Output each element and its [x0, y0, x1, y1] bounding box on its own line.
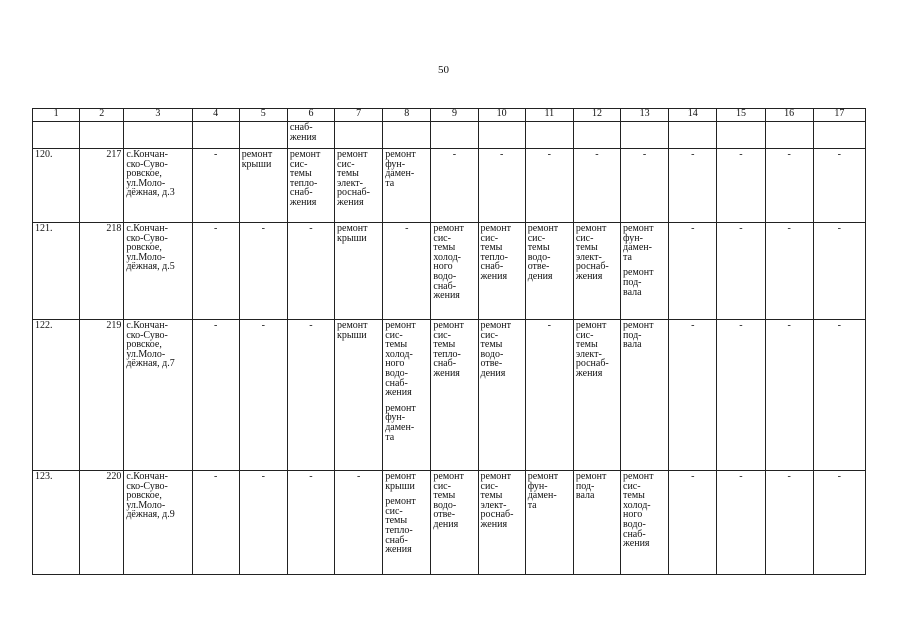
header-cell: 15	[717, 109, 765, 122]
building-code: 220	[80, 471, 124, 575]
table-cell: -	[765, 471, 813, 575]
table-cell: ремонт сис- темы холод- ного водо- снаб- жения	[621, 471, 669, 575]
table-cell: -	[813, 320, 865, 471]
row-number: 123.	[33, 471, 80, 575]
table-cell: ремонт сис- темы водо- отве- дения	[525, 223, 573, 320]
building-code: 218	[80, 223, 124, 320]
table-cell: -	[239, 471, 287, 575]
table-cell: -	[717, 320, 765, 471]
table-cell: ремонт фун- дамен- та	[525, 471, 573, 575]
table-cell	[80, 122, 124, 149]
table-cell: -	[287, 320, 334, 471]
table-row	[33, 223, 866, 320]
table-cell: ремонт сис- темы водо- отве- дения	[431, 471, 478, 575]
table-cell: -	[669, 320, 717, 471]
table-cell: -	[431, 149, 478, 223]
header-cell: 17	[813, 109, 865, 122]
table-cell	[124, 122, 192, 149]
table-cell: -	[383, 223, 431, 320]
table-cell: -	[669, 471, 717, 575]
page-number: 50	[438, 64, 449, 76]
table-cell: -	[717, 223, 765, 320]
table-cell: -	[192, 223, 239, 320]
table-cell: -	[573, 149, 620, 223]
address-cell: с.Кончан- ско-Суво- ровское, ул.Моло- дёжная, д.5	[124, 223, 192, 320]
header-cell: 14	[669, 109, 717, 122]
cell-entry: ремонт сис- темы холод- ного водо- снаб- жения	[385, 320, 416, 399]
header-cell: 12	[573, 109, 620, 122]
table-cell	[431, 122, 478, 149]
repair-schedule-table	[32, 108, 866, 575]
table-cell: ремонт под- вала	[573, 471, 620, 575]
table-cell: ремонт сис- темы элект- роснаб- жения	[335, 149, 383, 223]
table-cell: ремонт сис- темы водо- отве- дения	[478, 320, 525, 471]
table-cell: ремонт сис- темы тепло- снаб- жения	[287, 149, 334, 223]
table-cell: -	[335, 471, 383, 575]
table-row	[33, 471, 866, 575]
table-cell: -	[717, 471, 765, 575]
cell-entry: ремонт под- вала	[623, 267, 654, 298]
header-cell: 7	[335, 109, 383, 122]
cell-entry: ремонт сис- темы тепло- снаб- жения	[385, 496, 416, 556]
table-cell	[383, 471, 431, 575]
table-cell: -	[192, 471, 239, 575]
table-cell: ремонт под- вала	[621, 320, 669, 471]
table-cell	[621, 223, 669, 320]
table-cell: ремонт сис- темы элект- роснаб- жения	[478, 471, 525, 575]
table-cell: ремонт сис- темы тепло- снаб- жения	[431, 320, 478, 471]
header-cell: 9	[431, 109, 478, 122]
table-cell: -	[765, 149, 813, 223]
header-cell: 11	[525, 109, 573, 122]
header-cell: 2	[80, 109, 124, 122]
table-cell	[621, 122, 669, 149]
table-cell	[383, 320, 431, 471]
table-cell: -	[717, 149, 765, 223]
table-cell	[383, 122, 431, 149]
row-number: 122.	[33, 320, 80, 471]
table-cell	[192, 122, 239, 149]
building-code: 219	[80, 320, 124, 471]
table-cell: -	[525, 149, 573, 223]
table-cell	[335, 122, 383, 149]
header-cell: 3	[124, 109, 192, 122]
table-cell: -	[478, 149, 525, 223]
table-cell: ремонт крыши	[335, 223, 383, 320]
header-cell: 6	[287, 109, 334, 122]
header-cell: 4	[192, 109, 239, 122]
table-cell	[669, 122, 717, 149]
table-cell: -	[525, 320, 573, 471]
cell-entry: ремонт фун- дамен- та	[385, 402, 416, 443]
continuation-row	[33, 122, 866, 149]
table-cell: ремонт сис- темы холод- ного водо- снаб- жения	[431, 223, 478, 320]
header-cell: 16	[765, 109, 813, 122]
table-cell	[239, 122, 287, 149]
table-row	[33, 320, 866, 471]
table-cell: -	[813, 149, 865, 223]
header-cell: 13	[621, 109, 669, 122]
table-cell: -	[813, 471, 865, 575]
row-number: 120.	[33, 149, 80, 223]
table-cell: -	[192, 149, 239, 223]
address-cell: с.Кончан- ско-Суво- ровское, ул.Моло- дёжная, д.9	[124, 471, 192, 575]
table-cell: -	[287, 223, 334, 320]
table-cell	[525, 122, 573, 149]
table-cell: -	[765, 320, 813, 471]
address-cell: с.Кончан- ско-Суво- ровское, ул.Моло- дёжная, д.3	[124, 149, 192, 223]
header-row	[33, 109, 866, 122]
header-cell: 10	[478, 109, 525, 122]
table-cell	[717, 122, 765, 149]
table-cell	[765, 122, 813, 149]
table-cell: ремонт крыши	[239, 149, 287, 223]
table-cell: ремонт крыши	[335, 320, 383, 471]
header-cell: 8	[383, 109, 431, 122]
building-code: 217	[80, 149, 124, 223]
table-cell: -	[669, 149, 717, 223]
table-cell	[478, 122, 525, 149]
table-cell	[573, 122, 620, 149]
table-cell: -	[287, 471, 334, 575]
table-cell: -	[192, 320, 239, 471]
cell-entry: ремонт фун- дамен- та	[623, 223, 654, 263]
table-cell: снаб- жения	[287, 122, 334, 149]
table-row	[33, 149, 866, 223]
address-cell: с.Кончан- ско-Суво- ровское, ул.Моло- дёжная, д.7	[124, 320, 192, 471]
row-number: 121.	[33, 223, 80, 320]
table-cell: -	[765, 223, 813, 320]
header-cell: 5	[239, 109, 287, 122]
table-cell: -	[239, 320, 287, 471]
table-cell: -	[813, 223, 865, 320]
table-cell: -	[239, 223, 287, 320]
table-cell: ремонт сис- темы элект- роснаб- жения	[573, 223, 620, 320]
header-cell: 1	[33, 109, 80, 122]
table-cell: -	[669, 223, 717, 320]
table-cell	[813, 122, 865, 149]
table-cell: ремонт сис- темы элект- роснаб- жения	[573, 320, 620, 471]
table-cell: -	[621, 149, 669, 223]
table-cell: ремонт фун- дамен- та	[383, 149, 431, 223]
cell-entry: ремонт крыши	[385, 471, 416, 492]
table-cell: ремонт сис- темы тепло- снаб- жения	[478, 223, 525, 320]
table-cell	[33, 122, 80, 149]
